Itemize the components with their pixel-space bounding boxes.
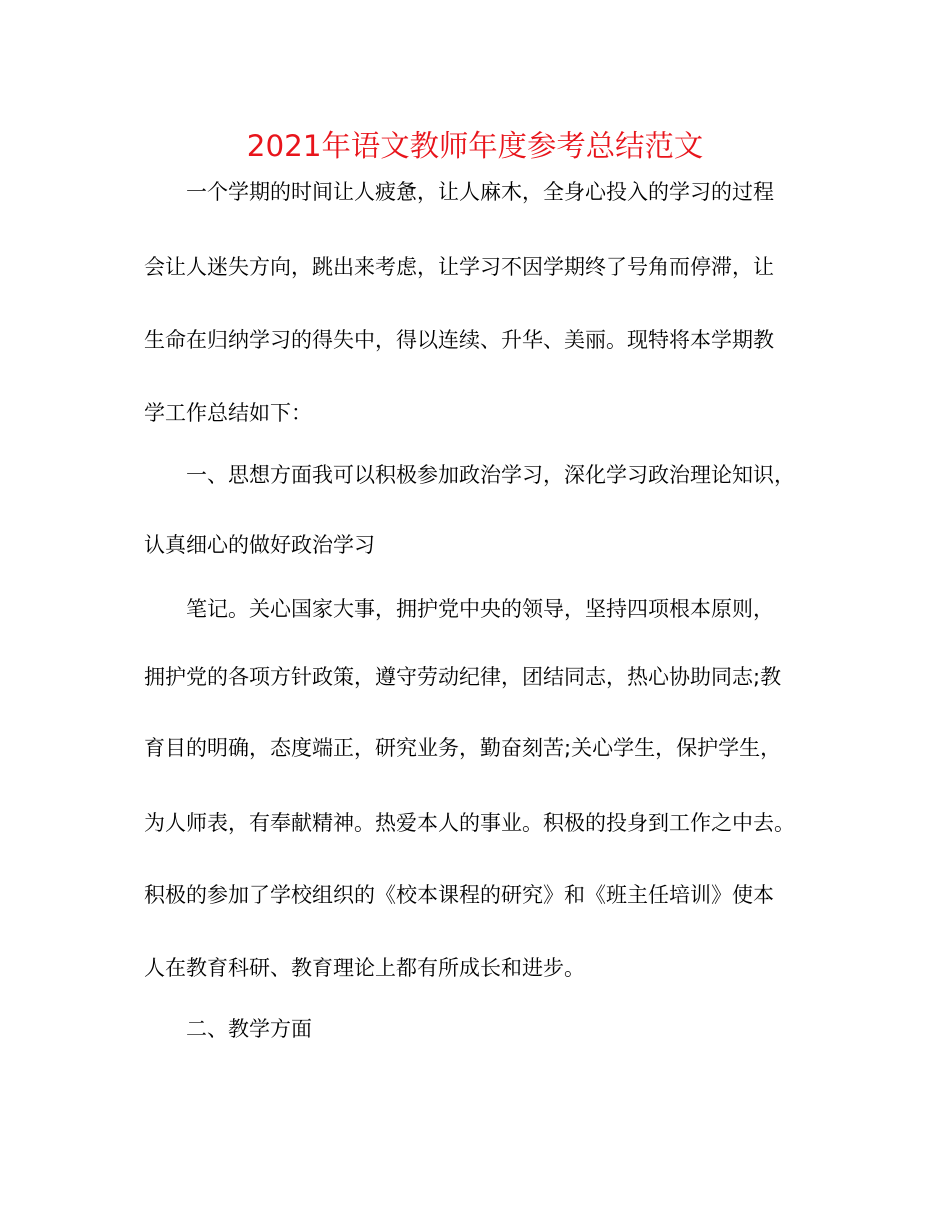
paragraph-line: 一、思想方面我可以积极参加政治学习，深化学习政治理论知识， [186, 463, 795, 487]
paragraph-line: 学工作总结如下： [144, 401, 312, 425]
paragraph-line: 笔记。关心国家大事，拥护党中央的领导，坚持四项根本原则， [186, 597, 774, 621]
paragraph-line: 拥护党的各项方针政策，遵守劳动纪律，团结同志，热心协助同志;教 [144, 665, 782, 689]
section-heading: 二、教学方面 [186, 1017, 312, 1041]
paragraph-line: 积极的参加了学校组织的《校本课程的研究》和《班主任培训》使本 [144, 883, 774, 907]
paragraph-line: 人在教育科研、教育理论上都有所成长和进步。 [144, 956, 585, 980]
paragraph-line: 生命在归纳学习的得失中，得以连续、升华、美丽。现特将本学期教 [144, 328, 774, 352]
paragraph-line: 会让人迷失方向，跳出来考虑，让学习不因学期终了号角而停滞，让 [144, 255, 774, 279]
paragraph-line: 一个学期的时间让人疲惫，让人麻木，全身心投入的学习的过程 [186, 180, 774, 204]
paragraph-line: 为人师表，有奉献精神。热爱本人的事业。积极的投身到工作之中去。 [144, 811, 795, 835]
document-title: 2021年语文教师年度参考总结范文 [246, 129, 704, 163]
paragraph-line: 认真细心的做好政治学习 [144, 533, 375, 557]
paragraph-line: 育目的明确，态度端正，研究业务，勤奋刻苦;关心学生，保护学生， [144, 736, 782, 760]
